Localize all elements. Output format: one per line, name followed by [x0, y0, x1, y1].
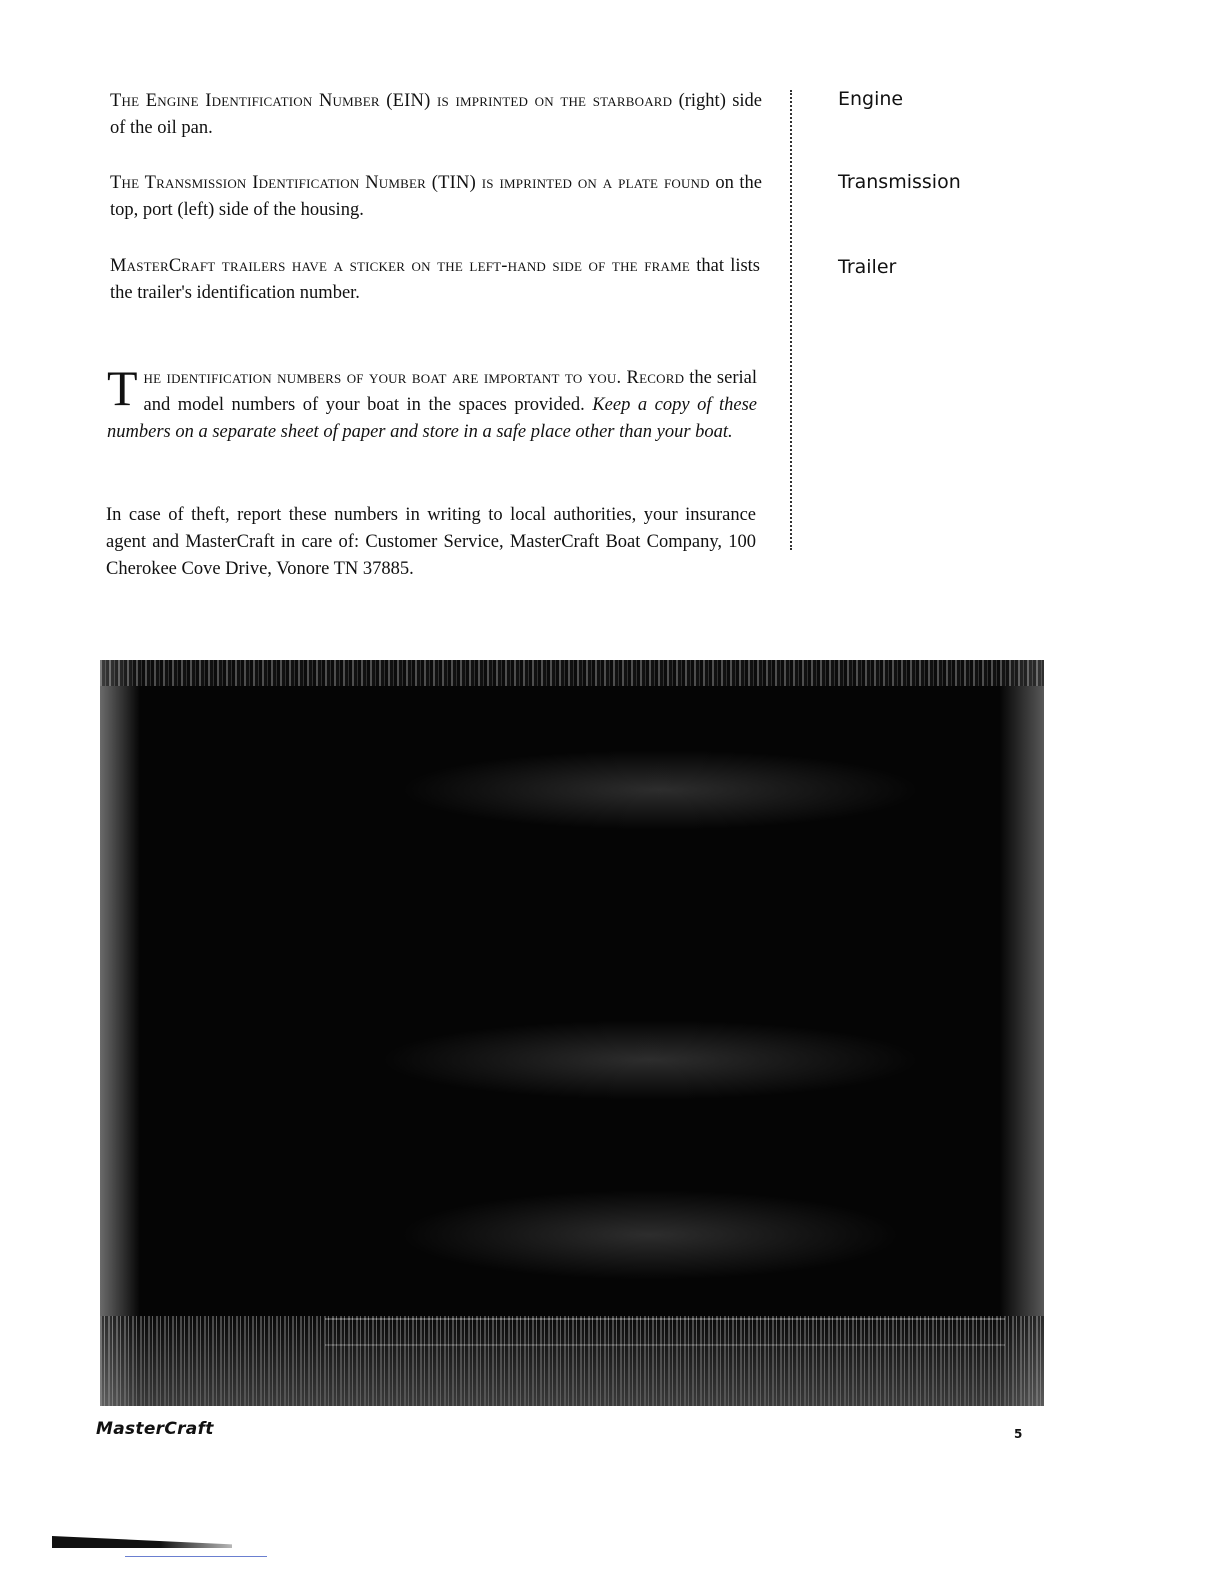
- photo-grain-top: [100, 660, 1044, 686]
- theft-paragraph: In case of theft, report these numbers in writing to local authorities, your insurance agent and MasterCraft in care of: Customer Service, MasterCraft Boat Company, 100 Cherokee Cove Drive, Vonore TN 37885.: [106, 505, 756, 579]
- record-paragraph-rest: the serial and model numbers of your boat in the spaces provided.: [143, 368, 757, 415]
- scan-artifact-line: [125, 1556, 267, 1557]
- transmission-paragraph-lead: The Transmission Identification Number (TIN) is imprinted on a plate found: [110, 173, 710, 193]
- side-heading-trailer: Trailer: [838, 256, 897, 278]
- drop-cap: T: [107, 360, 138, 416]
- page-number: 5: [1014, 1427, 1023, 1441]
- engine-paragraph-rest: (right) side of the oil pan.: [110, 91, 762, 138]
- trailer-paragraph-rest: that lists the trailer's identification number.: [110, 256, 761, 303]
- trailer-paragraph-lead: MasterCraft trailers have a sticker on the left-hand side of the frame: [110, 256, 691, 276]
- footer-brand-logo: MasterCraft: [96, 1419, 214, 1439]
- transmission-paragraph-rest: on the top, port (left) side of the housing.: [110, 173, 763, 220]
- photo-highlight: [400, 1190, 900, 1280]
- scan-artifact: [52, 1536, 232, 1548]
- side-heading-engine: Engine: [838, 88, 904, 110]
- dark-photograph: [100, 660, 1044, 1406]
- photo-grain-bottom: [100, 1316, 1044, 1406]
- engine-paragraph: [110, 88, 762, 142]
- record-numbers-paragraph: [107, 360, 758, 446]
- transmission-paragraph: [110, 170, 762, 224]
- record-paragraph-emphasis: Keep a copy of these numbers on a separate sheet of paper and store in a safe place other than your boat.: [107, 395, 758, 442]
- dotted-column-divider: [790, 90, 792, 550]
- photo-highlight: [400, 750, 920, 830]
- side-heading-transmission: Transmission: [838, 171, 961, 193]
- engine-paragraph-lead: The Engine Identification Number (EIN) is imprinted on the starboard: [110, 91, 673, 111]
- trailer-paragraph: [110, 253, 760, 307]
- photo-highlight: [380, 1020, 920, 1100]
- record-paragraph-lead: he identification numbers of your boat are important to you. Record: [143, 368, 685, 388]
